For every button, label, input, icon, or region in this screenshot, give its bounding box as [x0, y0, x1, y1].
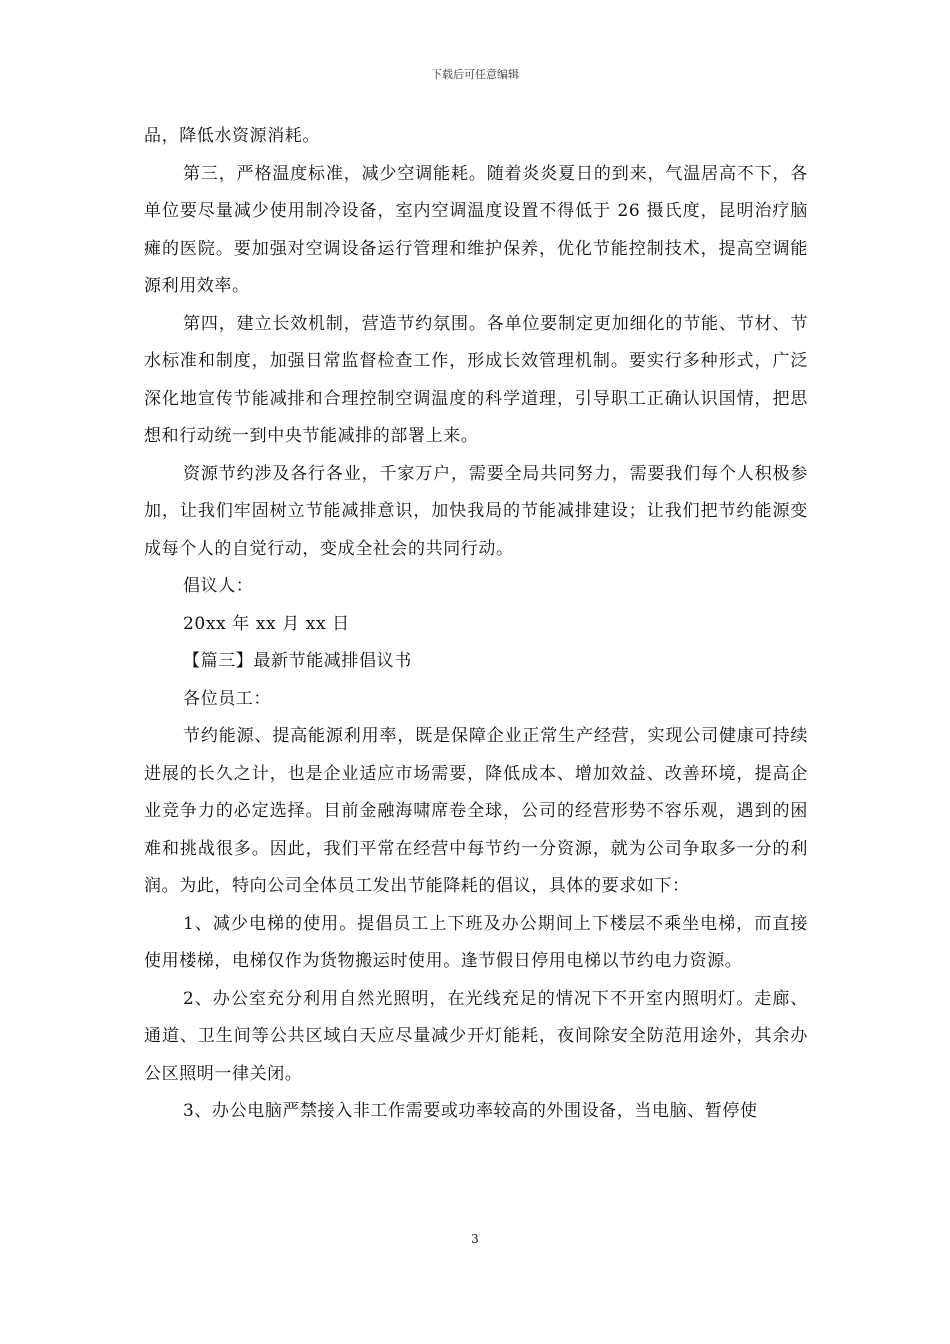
paragraph-3: 资源节约涉及各行各业，千家万户，需要全局共同努力，需要我们每个人积极参加，让我们牢固树立节能减排意识，加快我局的节能减排建设；让我们把节约能源变成每个人的自觉行动，变成全社会的共同行动。 — [144, 463, 808, 559]
paragraph-0: 品，降低水资源消耗。 — [144, 126, 320, 146]
signatory-label: 倡议人： — [183, 576, 254, 596]
list-item-1: 1、减少电梯的使用。提倡员工上下班及办公期间上下楼层不乘坐电梯，而直接使用楼梯，电梯仅作为货物搬运时使用。逢节假日停用电梯以节约电力资源。 — [144, 913, 808, 971]
page-header-note: 下载后可任意编辑 — [431, 68, 519, 81]
paragraph-1: 第三，严格温度标准，减少空调能耗。随着炎炎夏日的到来，气温居高不下，各单位要尽量减少使用制冷设备，室内空调温度设置不得低于 26 摄氏度，昆明治疗脑瘫的医院。要加强对空调设备运行管理和维护保养，优化节能控制技术，提高空调能源利用效率。 — [144, 163, 808, 296]
list-item-3: 3、办公电脑严禁接入非工作需要或功率较高的外围设备，当电脑、暂停使 — [183, 1101, 758, 1121]
salutation: 各位员工： — [183, 688, 271, 709]
list-item-2: 2、办公室充分利用自然光照明，在光线充足的情况下不开室内照明灯。走廊、通道、卫生间等公共区域白天应尽量减少开灯能耗，夜间除安全防范用途外，其余办公区照明一律关闭。 — [144, 988, 808, 1084]
document-body — [144, 118, 808, 1131]
paragraph-2: 第四，建立长效机制，营造节约氛围。各单位要制定更加细化的节能、节材、节水标准和制度，加强日常监督检查工作，形成长效管理机制。要实行多种形式，广泛深化地宣传节能减排和合理控制空调温度的科学道理，引导职工正确认识国情，把思想和行动统一到中央节能减排的部署上来。 — [144, 313, 808, 446]
paragraph-8: 节约能源、提高能源利用率，既是保障企业正常生产经营，实现公司健康可持续进展的长久之计，也是企业适应市场需要，降低成本、增加效益、改善环境，提高企业竞争力的必定选择。目前金融海啸席卷全球，公司的经营形势不容乐观，遇到的困难和挑战很多。因此，我们平常在经营中每节约一分资源，就为公司争取多一分的利润。为此，特向公司全体员工发出节能降耗的倡议，具体的要求如下： — [144, 726, 808, 896]
date-line: 20xx 年 xx 月 xx 日 — [183, 613, 350, 634]
section-heading: 【篇三】最新节能减排倡议书 — [183, 651, 412, 671]
page-number: 3 — [471, 1232, 479, 1246]
